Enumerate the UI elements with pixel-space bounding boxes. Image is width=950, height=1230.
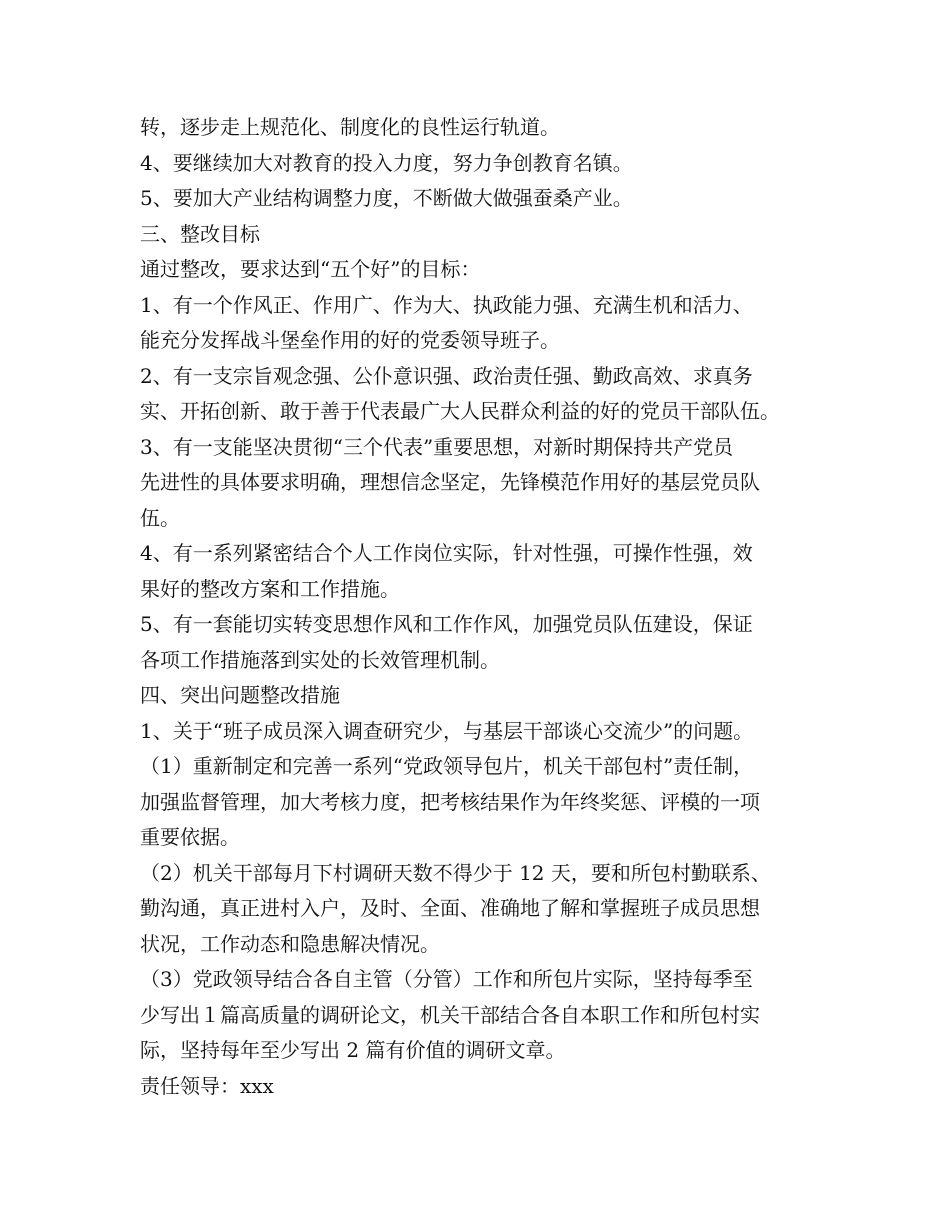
text-line: （2）机关干部每月下村调研天数不得少于 12 天，要和所包村勤联系、 (140, 860, 771, 885)
text-line: 果好的整改方案和工作措施。 (140, 576, 400, 601)
section-heading: 四、突出问题整改措施 (140, 683, 340, 707)
document-body (140, 110, 820, 1104)
text-line: 4、要继续加大对教育的投入力度，努力争创教育名镇。 (140, 150, 633, 175)
text-line: 际，坚持每年至少写出 2 篇有价值的调研文章。 (140, 1038, 566, 1062)
text-line: （1）重新制定和完善一系列“党政领导包片，机关干部包村”责任制， (140, 754, 754, 778)
text-line: （3）党政领导结合各自主管（分管）工作和所包片实际，坚持每季至 (140, 967, 753, 991)
text-line: 能充分发挥战斗堡垒作用的好的党委领导班子。 (140, 328, 560, 352)
text-line: 1、有一个作风正、作用广、作为大、执政能力强、充满生机和活力、 (140, 292, 753, 317)
text-line: 转，逐步走上规范化、制度化的良性运行轨道。 (140, 115, 560, 139)
text-line: 伍。 (140, 505, 180, 530)
text-line: 重要依据。 (140, 825, 240, 849)
text-line: 各项工作措施落到实处的长效管理机制。 (140, 647, 500, 672)
text-line: 实、开拓创新、敢于善于代表最广大人民群众利益的好的党员干部队伍。 (140, 399, 780, 423)
text-line: 4、有一系列紧密结合个人工作岗位实际，针对性强，可操作性强，效 (140, 541, 753, 565)
text-line: 5、要加大产业结构调整力度，不断做大做强蚕桑产业。 (140, 186, 633, 210)
responsible-leader: 责任领导：xxx (140, 1073, 274, 1098)
text-line: 2、有一支宗旨观念强、公仆意识强、政治责任强、勤政高效、求真务 (140, 363, 753, 388)
text-line: 先进性的具体要求明确，理想信念坚定，先锋模范作用好的基层党员队 (140, 470, 760, 494)
text-line: 5、有一套能切实转变思想作风和工作作风，加强党员队伍建设，保证 (140, 612, 753, 636)
text-line: 加强监督管理，加大考核力度，把考核结果作为年终奖惩、评模的一项 (140, 789, 760, 814)
text-line: 3、有一支能坚决贯彻“三个代表”重要思想，对新时期保持共产党员 (140, 434, 734, 459)
text-line: 1、关于“班子成员深入调查研究少，与基层干部谈心交流少”的问题。 (140, 718, 754, 743)
text-line: 通过整改，要求达到“五个好”的目标： (140, 257, 481, 281)
section-heading: 三、整改目标 (140, 221, 260, 246)
text-line: 勤沟通，真正进村入户，及时、全面、准确地了解和掌握班子成员思想 (140, 896, 760, 920)
text-line: 少写出１篇高质量的调研论文，机关干部结合各自本职工作和所包村实 (140, 1002, 760, 1027)
text-line: 状况，工作动态和隐患解决情况。 (140, 931, 440, 956)
